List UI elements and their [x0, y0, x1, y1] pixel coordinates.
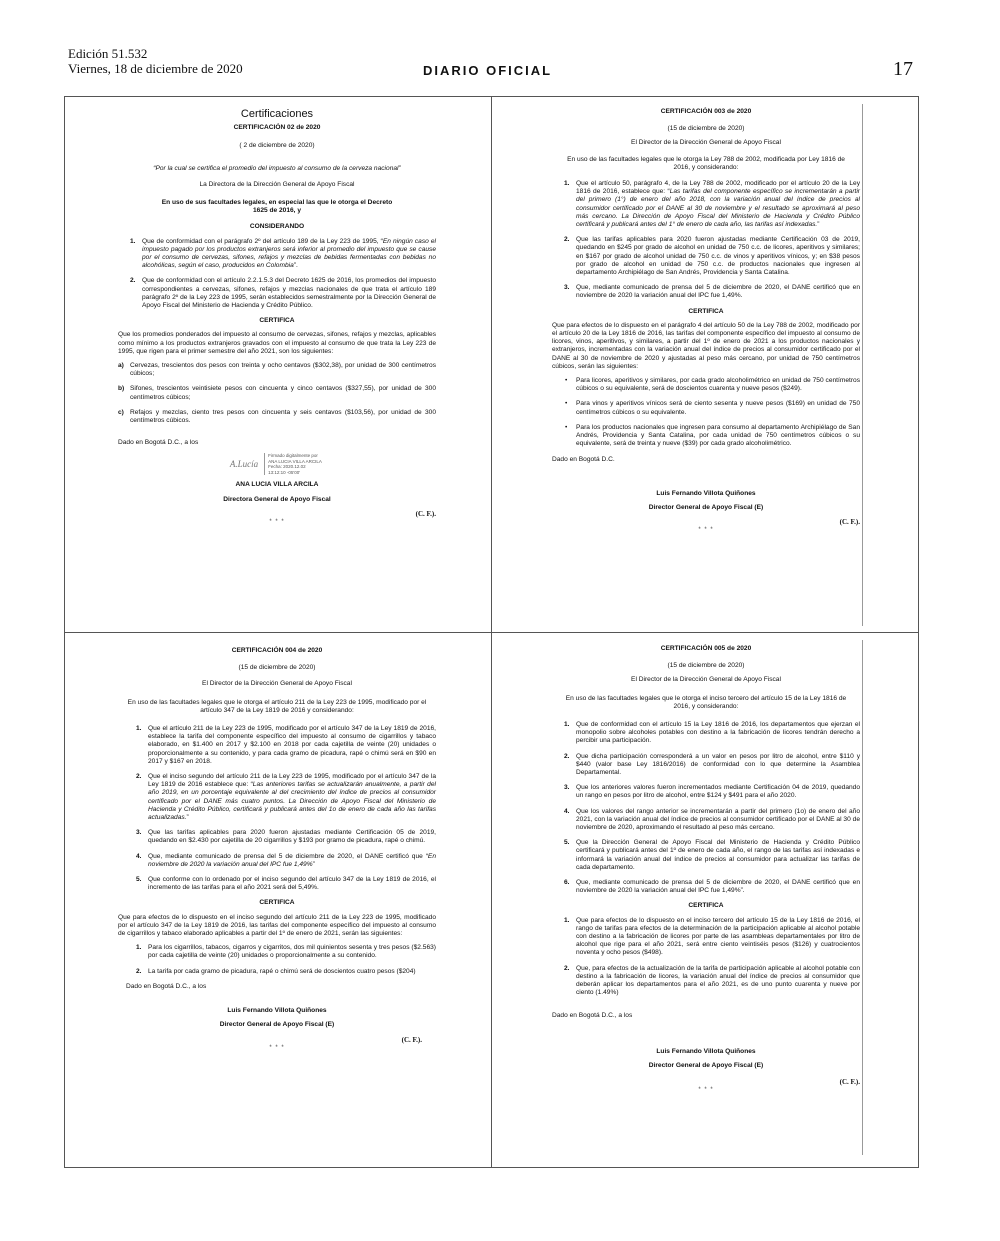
tariff-list	[562, 377, 860, 448]
cert-title: CERTIFICACIÓN 005 de 2020	[660, 645, 752, 652]
certification-02	[118, 110, 436, 526]
given-at: Dado en Bogotá D.C., a los	[552, 1011, 633, 1019]
list-item: 1. Que de conformidad con el artículo 15 la Ley 1816 de 2016, los departamentos que ejerzan el monopolio sobre alcoholes potables con destino a la fabricación de licores tendrán derecho a percibir una participación.	[564, 721, 860, 745]
list-item: 4. Que los valores del rango anterior se incrementarán a partir del primero (1o) de enero del año 2021, con la variación anual del índice de precios al consumidor certificado por el DANE al 30 de noviembre de 2020, aproximando el resultado al peso más cercano.	[564, 807, 860, 832]
separator-stars: * * *	[698, 527, 714, 534]
digital-signature	[118, 453, 436, 475]
bullet-icon: •	[565, 377, 568, 385]
list-item: • Para vinos y aperitivos vínicos será de ciento sesenta y nueve pesos ($169) en unidad de 750 centímetros cúbicos o su equivalente.	[565, 400, 860, 416]
signature-scribble: A.Lucía	[229, 459, 259, 470]
legal-powers: En uso de las facultades legales que le otorga el inciso tercero del artículo 15 de la Ley 1816 de 2016, y considerando:	[565, 694, 847, 710]
considerando-list	[564, 180, 860, 301]
given-at: Dado en Bogotá D.C., a los	[126, 982, 207, 990]
signer-name: Luis Fernando Villota Quiñones	[656, 1047, 756, 1055]
certification-004	[118, 647, 436, 1052]
list-item: 3. Que las tarifas aplicables para 2020 fueron ajustadas mediante Certificación 05 de 2019, quedando en $2.430 por cajetilla de 20 cigarrillos y $193 por gramo de picadura, rapé o chimú.	[136, 829, 436, 845]
signer-name: Luis Fernando Villota Quiñones	[227, 1007, 327, 1015]
considerando-list	[564, 721, 860, 895]
cert-date: (15 de diciembre de 2020)	[667, 125, 745, 133]
section-title: Certificaciones	[240, 108, 314, 120]
legal-powers: En uso de sus facultades legales, en especial las que le otorga el Decreto 1625 de 2016, y	[161, 199, 393, 215]
list-item: • Para los productos nacionales que ingresen para consumo al departamento Archipiélago de San Andrés, Providencia y Santa Catalina, por cada unidad de 750 centímetros cúbicos o su equivalente, será de treinta y nueve ($39) por cada grado alcoholimétrico.	[565, 423, 860, 448]
cert-title: CERTIFICACIÓN 004 de 2020	[231, 647, 323, 654]
page-header	[68, 46, 918, 82]
row-divider	[64, 632, 919, 633]
newspaper-title: DIARIO OFICIAL	[423, 63, 553, 78]
cf-mark: (C. F.).	[415, 509, 436, 518]
signature-text: Firmado digitalmente por ANA LUCIA VILLA ARCILA Fecha: 2020.12.02 13:12:10 -05'00'	[264, 453, 324, 475]
list-item: 2. Que el inciso segundo del artículo 211 de la Ley 223 de 1995, modificado por el artículo 347 de la Ley 1819 de 2016 establece que: “Las anteriores tarifas se actualizarán anualmente, a partir del año 2019, en un porcentaje equivalente al del crecimiento del índice de precios al consumidor certificado por el DANE más cuatro puntos. La Dirección de Apoyo Fiscal del Ministerio de Hacienda y Crédito Público, certificará y publicará antes del 1o de enero de cada año las tarifas actualizadas.”	[136, 773, 436, 822]
signer-name: ANA LUCIA VILLA ARCILA	[235, 481, 319, 489]
list-item: • Para licores, aperitivos y similares, por cada grado alcoholimétrico en unidad de 750 centímetros cúbicos o su equivalente, será de doscientos cuarenta y nueve pesos ($249).	[565, 377, 860, 393]
certifica-list	[564, 917, 860, 998]
certifica-heading: CERTIFICA	[259, 317, 295, 325]
certifica-heading: CERTIFICA	[259, 899, 295, 907]
certification-003	[552, 108, 860, 535]
signer-role: Directora General de Apoyo Fiscal	[223, 495, 331, 503]
certifica-heading: CERTIFICA	[688, 902, 724, 910]
signer-role: Director General de Apoyo Fiscal (E)	[648, 503, 764, 511]
list-item: 3. Que, mediante comunicado de prensa del 5 de diciembre de 2020, el DANE certificó que en noviembre de 2020 la variación anual del IPC fue 1,49%.	[564, 284, 860, 300]
list-item: a) Cervezas, trescientos dos pesos con treinta y ocho centavos ($302,38), por unidad de 300 centímetros cúbicos;	[118, 362, 436, 378]
separator-stars: * * *	[269, 519, 285, 526]
cf-mark: (C. F.).	[401, 1035, 422, 1044]
authority: La Directora de la Dirección General de Apoyo Fiscal	[199, 180, 355, 188]
cert-title: CERTIFICACIÓN 003 de 2020	[660, 108, 752, 115]
list-item: 1. Que el artículo 50, parágrafo 4, de la Ley 788 de 2002, modificado por el artículo 20 de la Ley 1816 de 2016, establece que: “Las tarifas del componente específico se incrementarán a partir del primero (1°) de enero del año 2018, con la variación anual del índice de precios al consumidor certificado por el DANE al 30 de noviembre y el resultado se aproximará al peso más cercano. La Dirección de Apoyo Fiscal del Ministerio de Hacienda y Crédito Público certificará y publicará antes del 1° de enero de cada año, las tarifas así indexadas.”	[564, 180, 861, 229]
cert-body: Que para efectos de lo dispuesto en el parágrafo 4 del artículo 50 de la Ley 788 de 2002, modificado por el artículo 20 de la Ley 1816 de 2016, las tarifas del componente específico del impuesto al consumo de licores, vinos, aperitivos, y similares, a partir del 1º de enero de 2021 a los productos nacionales y extranjeros, incrementadas con la variación anual del índice de precios al consumidor certificado por el DANE al 30 de noviembre de 2020 y ajustadas al peso más cercano, por unidad de 750 centímetros cúbicos, serán las siguientes:	[552, 321, 860, 370]
considerando-list	[136, 725, 436, 892]
considerando-list	[130, 238, 436, 311]
cert-date: (15 de diciembre de 2020)	[667, 662, 745, 670]
separator-stars: * * *	[269, 1044, 285, 1051]
considerando-heading: CONSIDERANDO	[249, 223, 305, 231]
list-item: 1. Que el artículo 211 de la Ley 223 de 1995, modificado por el artículo 347 de la Ley 1819 de 2016, establece la tarifa del componente específico del impuesto al consumo de cigarrillos y tabaco elaborado, en $1.400 en 2017 y $2.100 en 2018 por cada cajetilla de veinte (20) unidades o proporcionalmente a su contenido, y para cada gramo de picadura, rapé o chimú será en $90 en 2017 y $167 en 2018.	[136, 725, 436, 765]
authority: El Director de la Dirección General de Apoyo Fiscal	[631, 676, 781, 684]
cert-title: CERTIFICACIÓN 02 de 2020	[233, 124, 321, 132]
margin-rule	[862, 640, 863, 1155]
list-item: 2. Que dicha participación corresponderá a un valor en pesos por litro de alcohol, entre $110 y $440 (valor base Ley 1816/2016) de conformidad con lo que determine la Asamblea Departamental.	[564, 752, 860, 777]
tariff-list	[136, 944, 436, 976]
authority: El Director de la Dirección General de Apoyo Fiscal	[202, 680, 352, 688]
cert-body: Que para efectos de lo dispuesto en el inciso segundo del artículo 211 de la Ley 223 de 1995, modificado por el artículo 347 de la Ley 1819 de 2016, las tarifas del componente específico del impuesto al consumo de cigarrillos y tabaco elaborado aplicables a partir del 1º de enero de 2021, serán las siguientes:	[118, 913, 436, 938]
cf-mark: (C. F.).	[839, 1078, 860, 1087]
cert-date: (15 de diciembre de 2020)	[238, 664, 316, 672]
certifica-heading: CERTIFICA	[688, 307, 724, 315]
signer-role: Director General de Apoyo Fiscal (E)	[219, 1021, 335, 1029]
margin-rule	[862, 104, 863, 626]
edition-number: Edición 51.532	[68, 46, 148, 61]
legal-powers: En uso de las facultades legales que le otorga el artículo 211 de la Ley 223 de 1995, modificado por el artículo 347 de la Ley 1819 de 2016 y considerando:	[127, 698, 427, 714]
given-at: Dado en Bogotá D.C.	[552, 455, 615, 463]
list-item: 3. Que los anteriores valores fueron incrementados mediante Certificación 04 de 2019, quedando un rango en pesos por litro de alcohol, entre $124 y $491 para el año 2020.	[564, 784, 860, 800]
list-item: 1. Que de conformidad con el parágrafo 2º del artículo 189 de la Ley 223 de 1995, “En ningún caso el impuesto pagado por los productos extranjeros será inferior al promedio del impuesto que se cause por el consumo de cervezas, sifones, refajos y mezclas de bebidas fermentadas con bebidas no alcohólicas, según el caso, producidos en Colombia”.	[130, 237, 437, 270]
given-at: Dado en Bogotá D.C., a los	[118, 439, 199, 447]
list-item: 2. Que de conformidad con el artículo 2.2.1.5.3 del Decreto 1625 de 2016, los promedios del impuesto correspondientes a cervezas, sifones, refajos y mezclas nacionales de que trata el artículo 189 parágrafo 2º de la Ley 223 de 1995, serán establecidos semestralmente por la Dirección General de Apoyo Fiscal del Ministerio de Hacienda y Crédito Público.	[130, 277, 436, 310]
authority: El Director de la Dirección General de Apoyo Fiscal	[631, 139, 781, 147]
list-item: c) Refajos y mezclas, ciento tres pesos con cincuenta y seis centavos ($103,56), por unidad de 300 centímetros cúbicos.	[118, 408, 436, 425]
certification-005	[552, 645, 860, 1095]
list-item: 2. Que, para efectos de la actualización de la tarifa de participación aplicable al alcohol potable con destino a la fabricación de licores, la variación anual del índice de precios al consumidor que deberán aplicar los departamentos para el año 2021, es de uno punto cuarenta y nueve por ciento (1.49%)	[564, 964, 860, 997]
list-item: 4. Que, mediante comunicado de prensa del 5 de diciembre de 2020, el DANE certificó que “En noviembre de 2020 la variación anual del IPC fue 1,49%”	[136, 852, 436, 868]
signer-name: Luis Fernando Villota Quiñones	[656, 489, 756, 497]
list-item: b) Sifones, trescientos veintisiete pesos con cincuenta y cinco centavos ($327,55), por unidad de 300 centímetros cúbicos;	[118, 385, 436, 401]
cert-subtitle: “Por la cual se certifica el promedio del impuesto al consumo de la cerveza nacional”	[153, 164, 401, 172]
page-number: 17	[893, 58, 913, 80]
list-item: 5. Que conforme con lo ordenado por el inciso segundo del artículo 347 de la Ley 1819 de 2016, el incremento de las tarifas para el año 2021 será del 5,49%.	[136, 876, 436, 892]
cf-mark: (C. F.).	[839, 518, 860, 527]
bullet-icon: •	[565, 423, 568, 431]
list-item: 1. Que para efectos de lo dispuesto en el inciso tercero del artículo 15 de la Ley 1816 de 2016, el rango de tarifas para efectos de la determinación de la participación aplicable al alcohol potable con destino a la fabricación de licores por parte de las asambleas departamentales por litro de alcohol que rige para el año 2021, será entre ciento veintiséis pesos ($126) y cuatrocientos noventa y ocho pesos ($498).	[564, 916, 860, 957]
list-item: 2. La tarifa por cada gramo de picadura, rapé o chimú será de doscientos cuatro pesos ($204)	[136, 967, 416, 975]
separator-stars: * * *	[698, 1087, 714, 1094]
legal-powers: En uso de las facultades legales que le otorga la Ley 788 de 2002, modificada por Ley 1816 de 2016, y considerando:	[567, 155, 845, 171]
bullet-icon: •	[565, 400, 568, 408]
list-item: 2. Que las tarifas aplicables para 2020 fueron ajustadas mediante Certificación 03 de 2019, quedando en $245 por grado de alcohol en unidad de 750 c.c. de licores, aperitivos y similares; en $167 por grado de alcohol unidad de 750 c.c. de vinos y aperitivos vínicos, y; en $38 pesos por grado de alcohol en unidad de 750 c.c. de productos nacionales que ingresen al departamento Archipiélago de San Andrés, Providencia y Santa Catalina.	[564, 236, 860, 277]
signer-role: Director General de Apoyo Fiscal (E)	[648, 1061, 764, 1069]
list-item: 1. Para los cigarrillos, tabacos, cigarros y cigarritos, dos mil quinientos sesenta y tres pesos ($2.563) por cada cajetilla de veinte (20) unidades o proporcionalmente a su contenido.	[136, 944, 436, 960]
list-item: 5. Que la Dirección General de Apoyo Fiscal del Ministerio de Hacienda y Crédito Público certificará y publicará antes del 1º de enero de cada año, el rango de las tarifas así indexadas e informará la variación anual del índice de precios al consumidor para actualizar las tarifas de cada departamento.	[564, 839, 860, 871]
issue-date: Viernes, 18 de diciembre de 2020	[68, 61, 243, 76]
list-item: 6. Que, mediante comunicado de prensa del 5 de diciembre de 2020, el DANE certificó que en noviembre de 2020 la variación anual del IPC fue 1,49%”.	[564, 879, 860, 895]
cert-body: Que los promedios ponderados del impuesto al consumo de cervezas, sifones, refajos y mezclas, aplicables como mínimo a los productos extranjeros gravados con el impuesto al consumo de que trata la Ley 223 de 1995, que rigen para el primer semestre del año 2021, son los siguientes:	[118, 331, 436, 355]
cert-date: ( 2 de diciembre de 2020)	[239, 142, 315, 150]
